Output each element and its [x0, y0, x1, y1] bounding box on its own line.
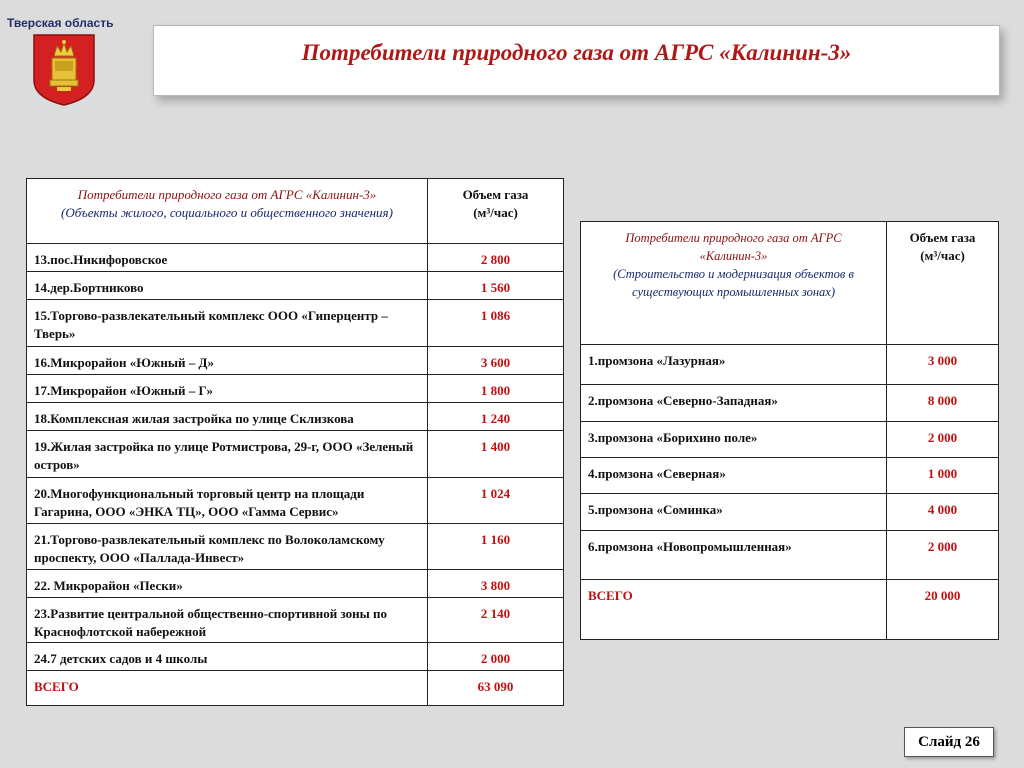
industrial-zones-table [580, 221, 999, 640]
total-value: 20 000 [887, 580, 999, 640]
slide-number: Слайд 26 [904, 727, 994, 757]
consumer-name: 21.Торгово-развлекательный комплекс по Волоколамскому проспекту, ООО «Паллада-Инвест» [27, 524, 428, 570]
gas-volume: 2 800 [428, 244, 564, 272]
table-row [581, 422, 999, 458]
zone-name: 1.промзона «Лазурная» [581, 345, 887, 385]
gas-volume: 2 000 [887, 422, 999, 458]
gas-volume: 2 000 [428, 643, 564, 671]
consumer-name: 13.пос.Никифоровское [27, 244, 428, 272]
table-row [27, 272, 564, 300]
gas-volume: 1 000 [887, 458, 999, 494]
table-row [27, 347, 564, 375]
gas-volume: 1 160 [428, 524, 564, 570]
table-row [581, 385, 999, 422]
gas-volume: 4 000 [887, 494, 999, 531]
table-row [27, 244, 564, 272]
consumer-name: 14.дер.Бортниково [27, 272, 428, 300]
table-header-row [27, 179, 564, 244]
table-header-subtitle: (Объекты жилого, социального и общественного значения) [61, 205, 393, 220]
gas-volume: 3 600 [428, 347, 564, 375]
table-header-title: Потребители природного газа от АГРС «Калинин-3» [625, 231, 842, 263]
volume-header-label: Объем газа [462, 187, 529, 202]
table-row [27, 478, 564, 524]
gas-volume: 3 000 [887, 345, 999, 385]
consumer-name: 24.7 детских садов и 4 школы [27, 643, 428, 671]
zone-name: 4.промзона «Северная» [581, 458, 887, 494]
table-header-consumers [581, 222, 887, 345]
gas-volume: 3 800 [428, 570, 564, 598]
table-total-row [581, 580, 999, 640]
table-row [27, 300, 564, 347]
coat-of-arms-icon [33, 34, 95, 106]
table-header-row [581, 222, 999, 345]
table-header-volume [887, 222, 999, 345]
volume-header-label: Объем газа [909, 230, 976, 245]
table-header-subtitle: (Строительство и модернизация объектов в существующих промышленных зонах) [613, 267, 854, 299]
consumer-name: 23.Развитие центральной общественно-спортивной зоны по Краснофлотской набережной [27, 598, 428, 643]
gas-volume: 1 560 [428, 272, 564, 300]
total-value: 63 090 [428, 671, 564, 706]
table-header-volume [428, 179, 564, 244]
table-row [581, 494, 999, 531]
page-title: Потребители природного газа от АГРС «Калинин-3» [301, 40, 852, 65]
table-header-title: Потребители природного газа от АГРС «Калинин-3» [77, 187, 377, 202]
zone-name: 3.промзона «Борихино поле» [581, 422, 887, 458]
gas-volume: 2 140 [428, 598, 564, 643]
consumer-name: 18.Комплексная жилая застройка по улице Склизкова [27, 403, 428, 431]
gas-volume: 2 000 [887, 531, 999, 580]
consumer-name: 16.Микрорайон «Южный – Д» [27, 347, 428, 375]
zone-name: 2.промзона «Северно-Западная» [581, 385, 887, 422]
table-row [27, 643, 564, 671]
table-row [27, 403, 564, 431]
region-label: Тверская область [7, 16, 114, 30]
table-row [27, 598, 564, 643]
table-header-consumers [27, 179, 428, 244]
zone-name: 6.промзона «Новопромышленная» [581, 531, 887, 580]
residential-consumers-table [26, 178, 564, 706]
table-row [581, 458, 999, 494]
consumer-name: 17.Микрорайон «Южный – Г» [27, 375, 428, 403]
gas-volume: 1 400 [428, 431, 564, 478]
table-row [581, 531, 999, 580]
table-row [27, 570, 564, 598]
total-label: ВСЕГО [27, 671, 428, 706]
consumer-name: 19.Жилая застройка по улице Ротмистрова, 29-г, ООО «Зеленый остров» [27, 431, 428, 478]
gas-volume: 1 800 [428, 375, 564, 403]
gas-volume: 1 240 [428, 403, 564, 431]
table-row [27, 524, 564, 570]
consumer-name: 15.Торгово-развлекательный комплекс ООО «Гиперцентр – Тверь» [27, 300, 428, 347]
consumer-name: 22. Микрорайон «Пески» [27, 570, 428, 598]
volume-header-unit: (м³/час) [473, 205, 518, 220]
table-row [27, 375, 564, 403]
table-total-row [27, 671, 564, 706]
gas-volume: 8 000 [887, 385, 999, 422]
table-row [581, 345, 999, 385]
table-row [27, 431, 564, 478]
consumer-name: 20.Многофункциональный торговый центр на площади Гагарина, ООО «ЭНКА ТЦ», ООО «Гамма Сервис» [27, 478, 428, 524]
zone-name: 5.промзона «Соминка» [581, 494, 887, 531]
title-banner [153, 25, 1000, 96]
volume-header-unit: (м³/час) [920, 248, 965, 263]
total-label: ВСЕГО [581, 580, 887, 640]
gas-volume: 1 086 [428, 300, 564, 347]
gas-volume: 1 024 [428, 478, 564, 524]
